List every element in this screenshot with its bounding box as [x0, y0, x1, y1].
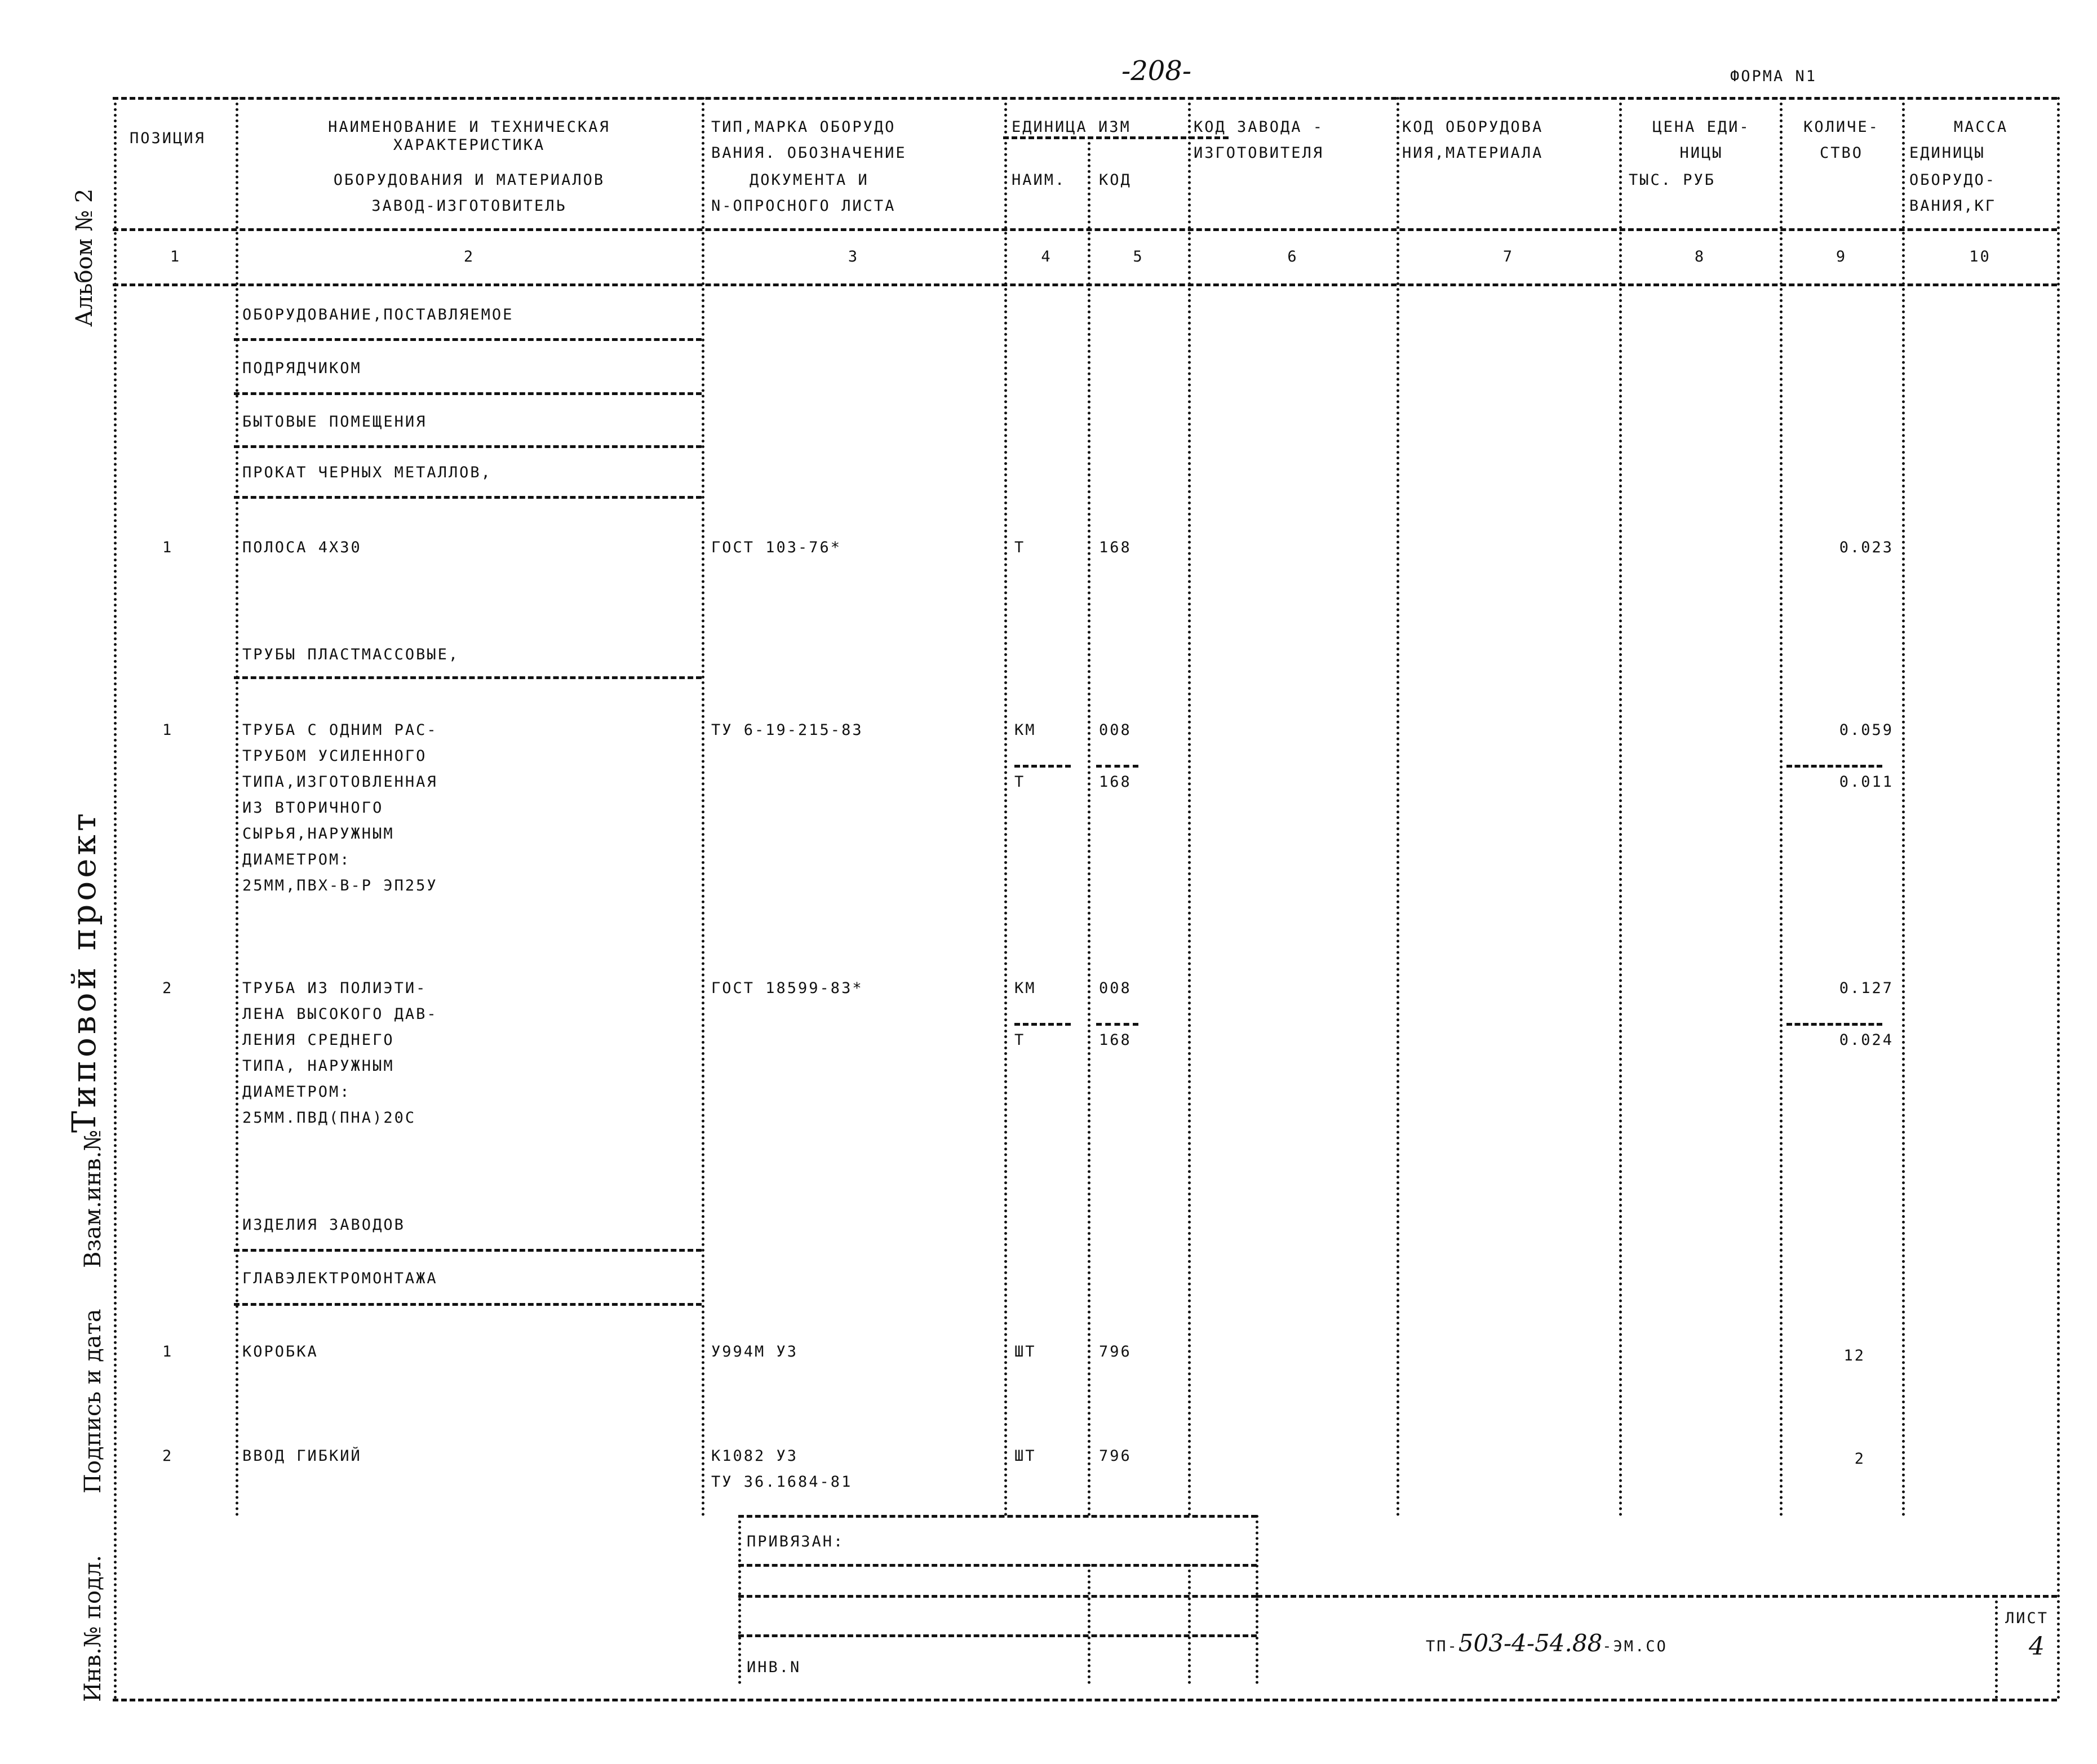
row-name-line: ТРУБА ИЗ ПОЛИЭТИ- — [242, 979, 427, 997]
section-heading: ОБОРУДОВАНИЕ,ПОСТАВЛЯЕМОЕ — [242, 306, 514, 323]
row-name-line: ЛЕНИЯ СРЕДНЕГО — [242, 1031, 394, 1049]
sheet-number: 4 — [2029, 1632, 2045, 1661]
row-unit-code: 008 — [1099, 979, 1132, 997]
header-plant-code: КОД ЗАВОДА - — [1194, 118, 1324, 136]
footer-divider — [1188, 1564, 1191, 1684]
row-position: 1 — [162, 1343, 174, 1360]
colnum-8: 8 — [1694, 248, 1706, 265]
row-unit-code: 168 — [1099, 773, 1132, 791]
row-name: ВВОД ГИБКИЙ — [242, 1447, 362, 1465]
side-project-label: Типовой проект — [65, 810, 103, 1133]
header-unit-code: КОД — [1099, 171, 1132, 189]
unit-header-divider — [1003, 136, 1229, 139]
row-unit: Т — [1014, 773, 1026, 791]
page-number: -208- — [1121, 55, 1192, 87]
row-name: КОРОБКА — [242, 1343, 318, 1360]
row-doc: ТУ 6-19-215-83 — [711, 721, 863, 739]
document-code — [1426, 1629, 1668, 1657]
col-divider-4 — [1088, 136, 1090, 1517]
header-name-line: ХАРАКТЕРИСТИКА — [393, 136, 546, 154]
header-equip-code: НИЯ,МАТЕРИАЛА — [1402, 144, 1544, 162]
row-qty: 0.023 — [1839, 539, 1894, 556]
footer-stamp-line — [738, 1634, 1257, 1637]
section-underline — [234, 676, 702, 679]
header-pos: ПОЗИЦИЯ — [130, 130, 206, 147]
row-qty: 2 — [1854, 1450, 1865, 1468]
document-code-prefix: ТП- — [1426, 1638, 1458, 1655]
row-unit-code: 008 — [1099, 721, 1132, 739]
colnum-4: 4 — [1041, 248, 1052, 265]
row-qty: 12 — [1843, 1347, 1865, 1364]
row-position: 1 — [162, 539, 174, 556]
section-underline — [234, 1303, 702, 1306]
colnum-7: 7 — [1502, 248, 1514, 265]
footer-stamp-line — [738, 1595, 1257, 1598]
row-position: 2 — [162, 1447, 174, 1465]
col-divider-1 — [236, 97, 238, 1517]
unit-subdivider — [1014, 765, 1071, 768]
row-doc: ГОСТ 18599-83* — [711, 979, 863, 997]
section-underline — [234, 496, 702, 499]
section-heading: ТРУБЫ ПЛАСТМАССОВЫЕ, — [242, 646, 460, 663]
row-position: 2 — [162, 979, 174, 997]
header-price: НИЦЫ — [1679, 144, 1723, 162]
colnum-2: 2 — [463, 248, 475, 265]
inventory-label: ИНВ.N — [747, 1659, 801, 1676]
header-unit: ЕДИНИЦА ИЗМ — [1012, 118, 1131, 136]
header-type-line: N-ОПРОСНОГО ЛИСТА — [711, 197, 896, 215]
row-name-line: ТИПА, НАРУЖНЫМ — [242, 1057, 394, 1075]
row-qty: 0.127 — [1839, 979, 1894, 997]
row-unit: КМ — [1014, 979, 1036, 997]
header-type-line: ТИП,МАРКА ОБОРУДО — [711, 118, 896, 136]
form-label: ФОРМА N1 — [1730, 68, 1817, 85]
row-doc: У994М У3 — [711, 1343, 799, 1360]
colnum-3: 3 — [848, 248, 859, 265]
row-unit-code: 796 — [1099, 1343, 1132, 1360]
unit-subdivider — [1014, 1023, 1071, 1026]
row-name-line: ТРУБА С ОДНИМ РАС- — [242, 721, 438, 739]
row-unit: Т — [1014, 539, 1026, 556]
footer-stamp-line — [738, 1564, 1257, 1567]
row-doc: ТУ 36.1684-81 — [711, 1473, 853, 1491]
footer-divider — [1995, 1595, 1998, 1699]
col-divider-9 — [1902, 97, 1905, 1517]
row-unit-code: 168 — [1099, 1031, 1132, 1049]
header-mass: ЕДИНИЦЫ — [1909, 144, 1985, 162]
row-name-line: ТРУБОМ УСИЛЕННОГО — [242, 747, 427, 765]
row-doc: ГОСТ 103-76* — [711, 539, 842, 556]
row-unit-code: 168 — [1099, 539, 1132, 556]
col-divider-3 — [1004, 97, 1007, 1517]
footer-stamp-top — [738, 1515, 1257, 1518]
row-name-line: ИЗ ВТОРИЧНОГО — [242, 799, 384, 817]
row-name-line: 25ММ.ПВД(ПНА)20С — [242, 1109, 416, 1127]
col-divider-2 — [702, 97, 704, 1517]
row-unit: Т — [1014, 1031, 1026, 1049]
header-qty: КОЛИЧЕ- — [1803, 118, 1879, 136]
section-heading: ПРОКАТ ЧЕРНЫХ МЕТАЛЛОВ, — [242, 464, 492, 481]
qty-subdivider — [1786, 1023, 1882, 1026]
section-underline — [234, 392, 702, 395]
colnum-bottom-border — [113, 283, 2057, 286]
table-bottom-border — [113, 1699, 2057, 1701]
header-name-line: НАИМЕНОВАНИЕ И ТЕХНИЧЕСКАЯ — [328, 118, 610, 136]
footer-divider — [1256, 1515, 1258, 1684]
row-name-line: 25ММ,ПВХ-В-Р ЭП25У — [242, 877, 438, 894]
border-left — [114, 97, 117, 1700]
row-qty: 0.011 — [1839, 773, 1894, 791]
border-right — [2057, 97, 2060, 1700]
header-qty: СТВО — [1819, 144, 1864, 162]
row-position: 1 — [162, 721, 174, 739]
header-mass: ВАНИЯ,КГ — [1909, 197, 1997, 215]
document-code-number: 503-4-54.88 — [1458, 1629, 1603, 1657]
footer-divider — [1088, 1564, 1090, 1684]
col-divider-7 — [1619, 97, 1622, 1517]
unit-subdivider — [1096, 765, 1138, 768]
header-equip-code: КОД ОБОРУДОВА — [1402, 118, 1544, 136]
header-bottom-border — [113, 228, 2057, 231]
section-heading: ГЛАВЭЛЕКТРОМОНТАЖА — [242, 1270, 438, 1287]
side-album-label: Альбом № 2 — [72, 188, 97, 327]
section-underline — [234, 1249, 702, 1252]
row-name-line: ЛЕНА ВЫСОКОГО ДАВ- — [242, 1005, 438, 1023]
header-type-line: ДОКУМЕНТА И — [750, 171, 869, 189]
section-heading: БЫТОВЫЕ ПОМЕЩЕНИЯ — [242, 413, 427, 431]
header-mass: ОБОРУДО- — [1909, 171, 1997, 189]
header-mass: МАССА — [1953, 118, 2009, 136]
colnum-10: 10 — [1969, 248, 1991, 265]
row-qty: 0.059 — [1839, 721, 1894, 739]
colnum-9: 9 — [1836, 248, 1847, 265]
section-underline — [234, 338, 702, 341]
row-name-line: СЫРЬЯ,НАРУЖНЫМ — [242, 825, 394, 843]
col-divider-5 — [1188, 97, 1191, 1517]
side-inv-replace-label: Взам.инв.№ — [80, 1129, 106, 1268]
footer-divider — [738, 1515, 741, 1684]
row-doc: К1082 У3 — [711, 1447, 799, 1465]
side-sign-date-label: Подпись и дата — [80, 1309, 106, 1493]
row-unit-code: 796 — [1099, 1447, 1132, 1465]
colnum-1: 1 — [170, 248, 181, 265]
row-name-line: ДИАМЕТРОМ: — [242, 1083, 351, 1101]
section-heading: ИЗДЕЛИЯ ЗАВОДОВ — [242, 1216, 405, 1234]
section-heading: ПОДРЯДЧИКОМ — [242, 360, 362, 377]
row-name-line: ДИАМЕТРОМ: — [242, 851, 351, 868]
row-unit: ШТ — [1014, 1447, 1036, 1465]
header-type-line: ВАНИЯ. ОБОЗНАЧЕНИЕ — [711, 144, 907, 162]
footer-title-top — [1257, 1595, 2057, 1598]
qty-subdivider — [1786, 765, 1882, 768]
row-unit: ШТ — [1014, 1343, 1036, 1360]
table-top-border — [113, 97, 2057, 100]
side-inv-orig-label: Инв.№ подл. — [80, 1555, 106, 1702]
section-underline — [234, 445, 702, 448]
header-price: ЦЕНА ЕДИ- — [1652, 118, 1750, 136]
document-code-suffix: -ЭМ.СО — [1602, 1638, 1668, 1655]
colnum-6: 6 — [1287, 248, 1298, 265]
header-name-line: ОБОРУДОВАНИЯ И МАТЕРИАЛОВ — [333, 171, 605, 189]
row-unit: КМ — [1014, 721, 1036, 739]
header-price: ТЫС. РУБ — [1629, 171, 1716, 189]
col-divider-6 — [1396, 97, 1399, 1517]
header-name-line: ЗАВОД-ИЗГОТОВИТЕЛЬ — [371, 197, 567, 215]
row-name: ПОЛОСА 4Х30 — [242, 539, 362, 556]
colnum-5: 5 — [1133, 248, 1144, 265]
row-name-line: ТИПА,ИЗГОТОВЛЕННАЯ — [242, 773, 438, 791]
row-qty: 0.024 — [1839, 1031, 1894, 1049]
linked-label: ПРИВЯЗАН: — [747, 1533, 845, 1550]
header-unit-name: НАИМ. — [1012, 171, 1066, 189]
col-divider-8 — [1780, 97, 1783, 1517]
unit-subdivider — [1096, 1023, 1138, 1026]
header-plant-code: ИЗГОТОВИТЕЛЯ — [1194, 144, 1324, 162]
sheet-label: ЛИСТ — [2005, 1610, 2049, 1627]
